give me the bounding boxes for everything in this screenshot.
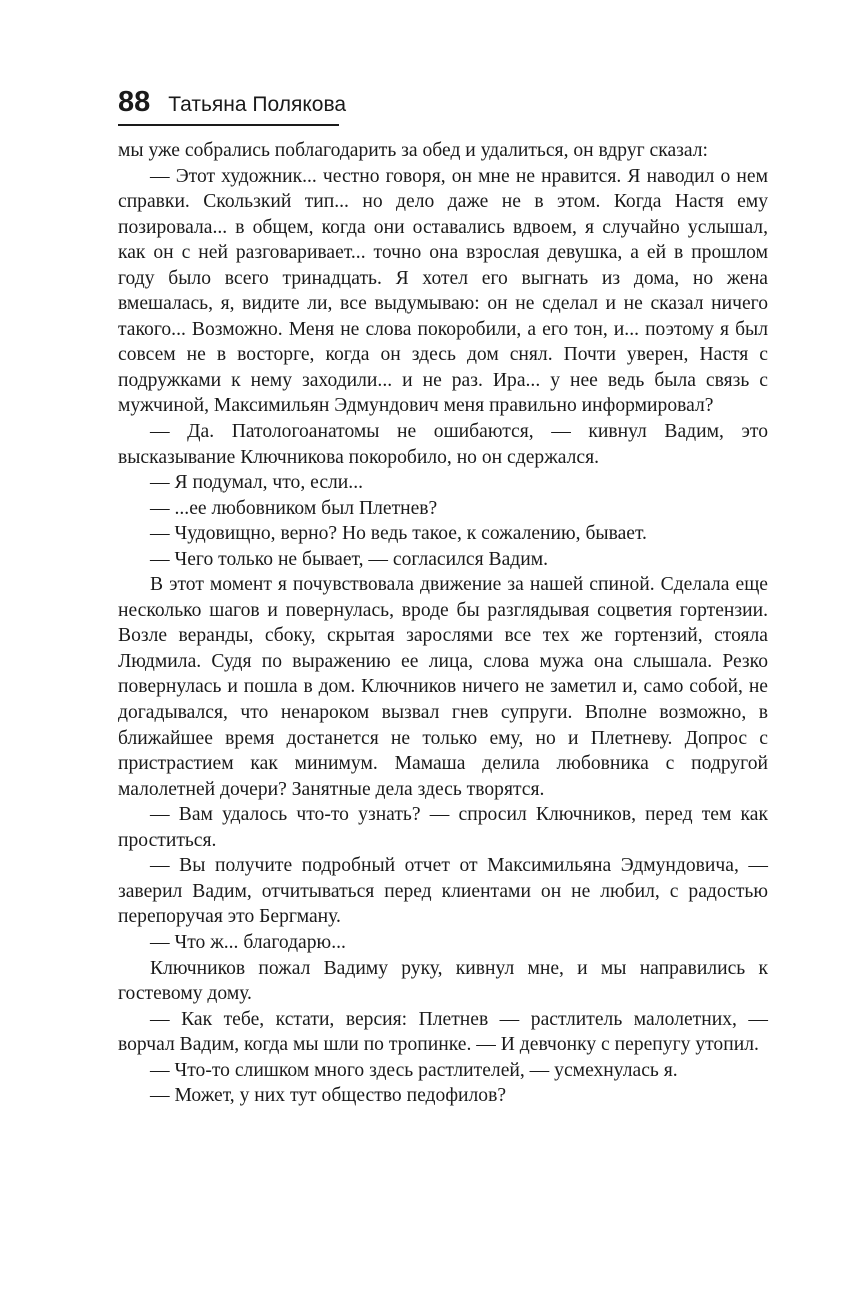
paragraph: — Я подумал, что, если... xyxy=(150,472,363,494)
body-text xyxy=(118,138,768,1109)
paragraph: — Чего только не бывает, — согласился Вадим. xyxy=(150,548,549,570)
header-divider xyxy=(118,124,339,126)
running-header xyxy=(118,86,768,122)
paragraph: Ключников пожал Вадиму руку, кивнул мне, и мы направились к гостевому дому. xyxy=(118,957,768,1005)
book-page xyxy=(118,86,768,1109)
paragraph: В этот момент я почувствовала движение за нашей спиной. Сделала еще несколько шагов и повернулась, вроде бы разглядывая соцветия гортензии. Возле веранды, сбоку, скрытая зарослями все тех же гортензий, стояла Людмила. Судя по выражению ее лица, слова мужа она слышала. Резко повернулась и пошла в дом. Ключников ничего не заметил и, само собой, не догадывался, что ненароком вызвал гнев супруги. Вполне возможно, в ближайшее время достанется не только ему, но и Плетневу. Допрос с пристрастием как минимум. Мамаша делила любовника с подругой малолетней дочери? Занятные дела здесь творятся. xyxy=(118,574,768,800)
paragraph: — Вам удалось что-то узнать? — спросил Ключников, перед тем как проститься. xyxy=(118,804,768,851)
paragraph: — Да. Патологоанатомы не ошибаются, — кивнул Вадим, это высказывание Ключникова покоробило, но он сдержался. xyxy=(118,421,768,468)
paragraph: — Этот художник... честно говоря, он мне не нравится. Я наводил о нем справки. Скользкий тип... но дело даже не в этом. Когда Настя ему позировала... в общем, когда они оставались вдвоем, я случайно услышал, как он с ней разговаривает... точно она взрослая девушка, а ей в прошлом году было всего тринадцать. Я хотел его выгнать из дома, но жена вмешалась, я, видите ли, все выдумываю: он не сделал и не сказал ничего такого... Возможно. Меня не слова покоробили, а его тон, и... поэтому я был совсем не в восторге, когда он здесь дом снял. Почти уверен, Настя с подружками к нему заходили... и не раз. Ира... у нее ведь была связь с мужчиной, Максимильян Эдмундович меня правильно информировал? xyxy=(118,165,768,417)
paragraph: — Может, у них тут общество педофилов? xyxy=(150,1085,507,1107)
paragraph: мы уже собрались поблагодарить за обед и удалиться, он вдруг сказал: xyxy=(118,140,708,161)
paragraph: — ...ее любовником был Плетнев? xyxy=(150,497,438,519)
page-number: 88 xyxy=(118,86,151,118)
paragraph: — Вы получите подробный отчет от Максимильяна Эдмундовича, — заверил Вадим, отчитываться перед клиентами он не любил, с радостью перепоручая это Бергману. xyxy=(118,855,768,928)
paragraph: — Что-то слишком много здесь растлителей, — усмехнулась я. xyxy=(150,1059,678,1081)
paragraph: — Как тебе, кстати, версия: Плетнев — растлитель малолетних, — ворчал Вадим, когда мы шли по тропинке. — И девчонку с перепугу утопил. xyxy=(118,1008,768,1056)
paragraph: — Что ж... благодарю... xyxy=(150,931,346,953)
paragraph: — Чудовищно, верно? Но ведь такое, к сожалению, бывает. xyxy=(150,523,647,545)
book-author: Татьяна Полякова xyxy=(168,93,347,116)
